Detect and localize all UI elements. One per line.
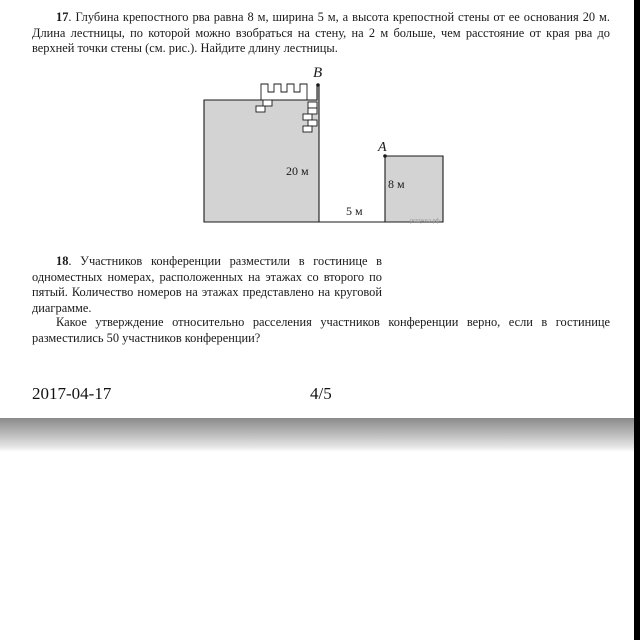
wall-height-label: 20 м <box>286 164 309 178</box>
moat-width-label: 5 м <box>346 204 363 218</box>
problem-18 <box>32 254 382 316</box>
problem-17-number: 17 <box>56 10 69 24</box>
problem-18-question: Какое утверждение относительно расселения участников конференции верно, если в гостинице разместились 50 участников конференции? <box>32 315 610 345</box>
watermark: решуогэ.рф <box>410 218 440 224</box>
page-bottom-shadow <box>0 418 634 452</box>
problem-18-text: . Участников конференции разместили в гостинице в одноместных номерах, расположенных на этажах со второго по пятый. Количество номеров на этажах представлено на круговой диаграмме. <box>32 254 382 315</box>
page-edge <box>634 0 640 640</box>
problem-17-text: . Глубина крепостного рва равна 8 м, ширина 5 м, а высота крепостной стены от ее основания 20 м. Длина лестницы, по которой можно взобраться на стену, на 2 м больше, чем расстояние от края рва до верхней точки стены (см. рис.). Найдите длину лестницы. <box>32 10 610 56</box>
point-b-label: B <box>313 65 323 81</box>
footer-page-number: 4/5 <box>310 384 332 403</box>
problem-17 <box>32 10 610 57</box>
fortress-figure <box>190 60 460 240</box>
moat-depth-label: 8 м <box>388 177 405 191</box>
problem-18-number: 18 <box>56 254 69 268</box>
fortress-outline <box>204 85 443 222</box>
point-b-dot <box>316 83 320 87</box>
point-a-label: A <box>378 140 387 155</box>
footer-date: 2017-04-17 <box>32 384 112 403</box>
